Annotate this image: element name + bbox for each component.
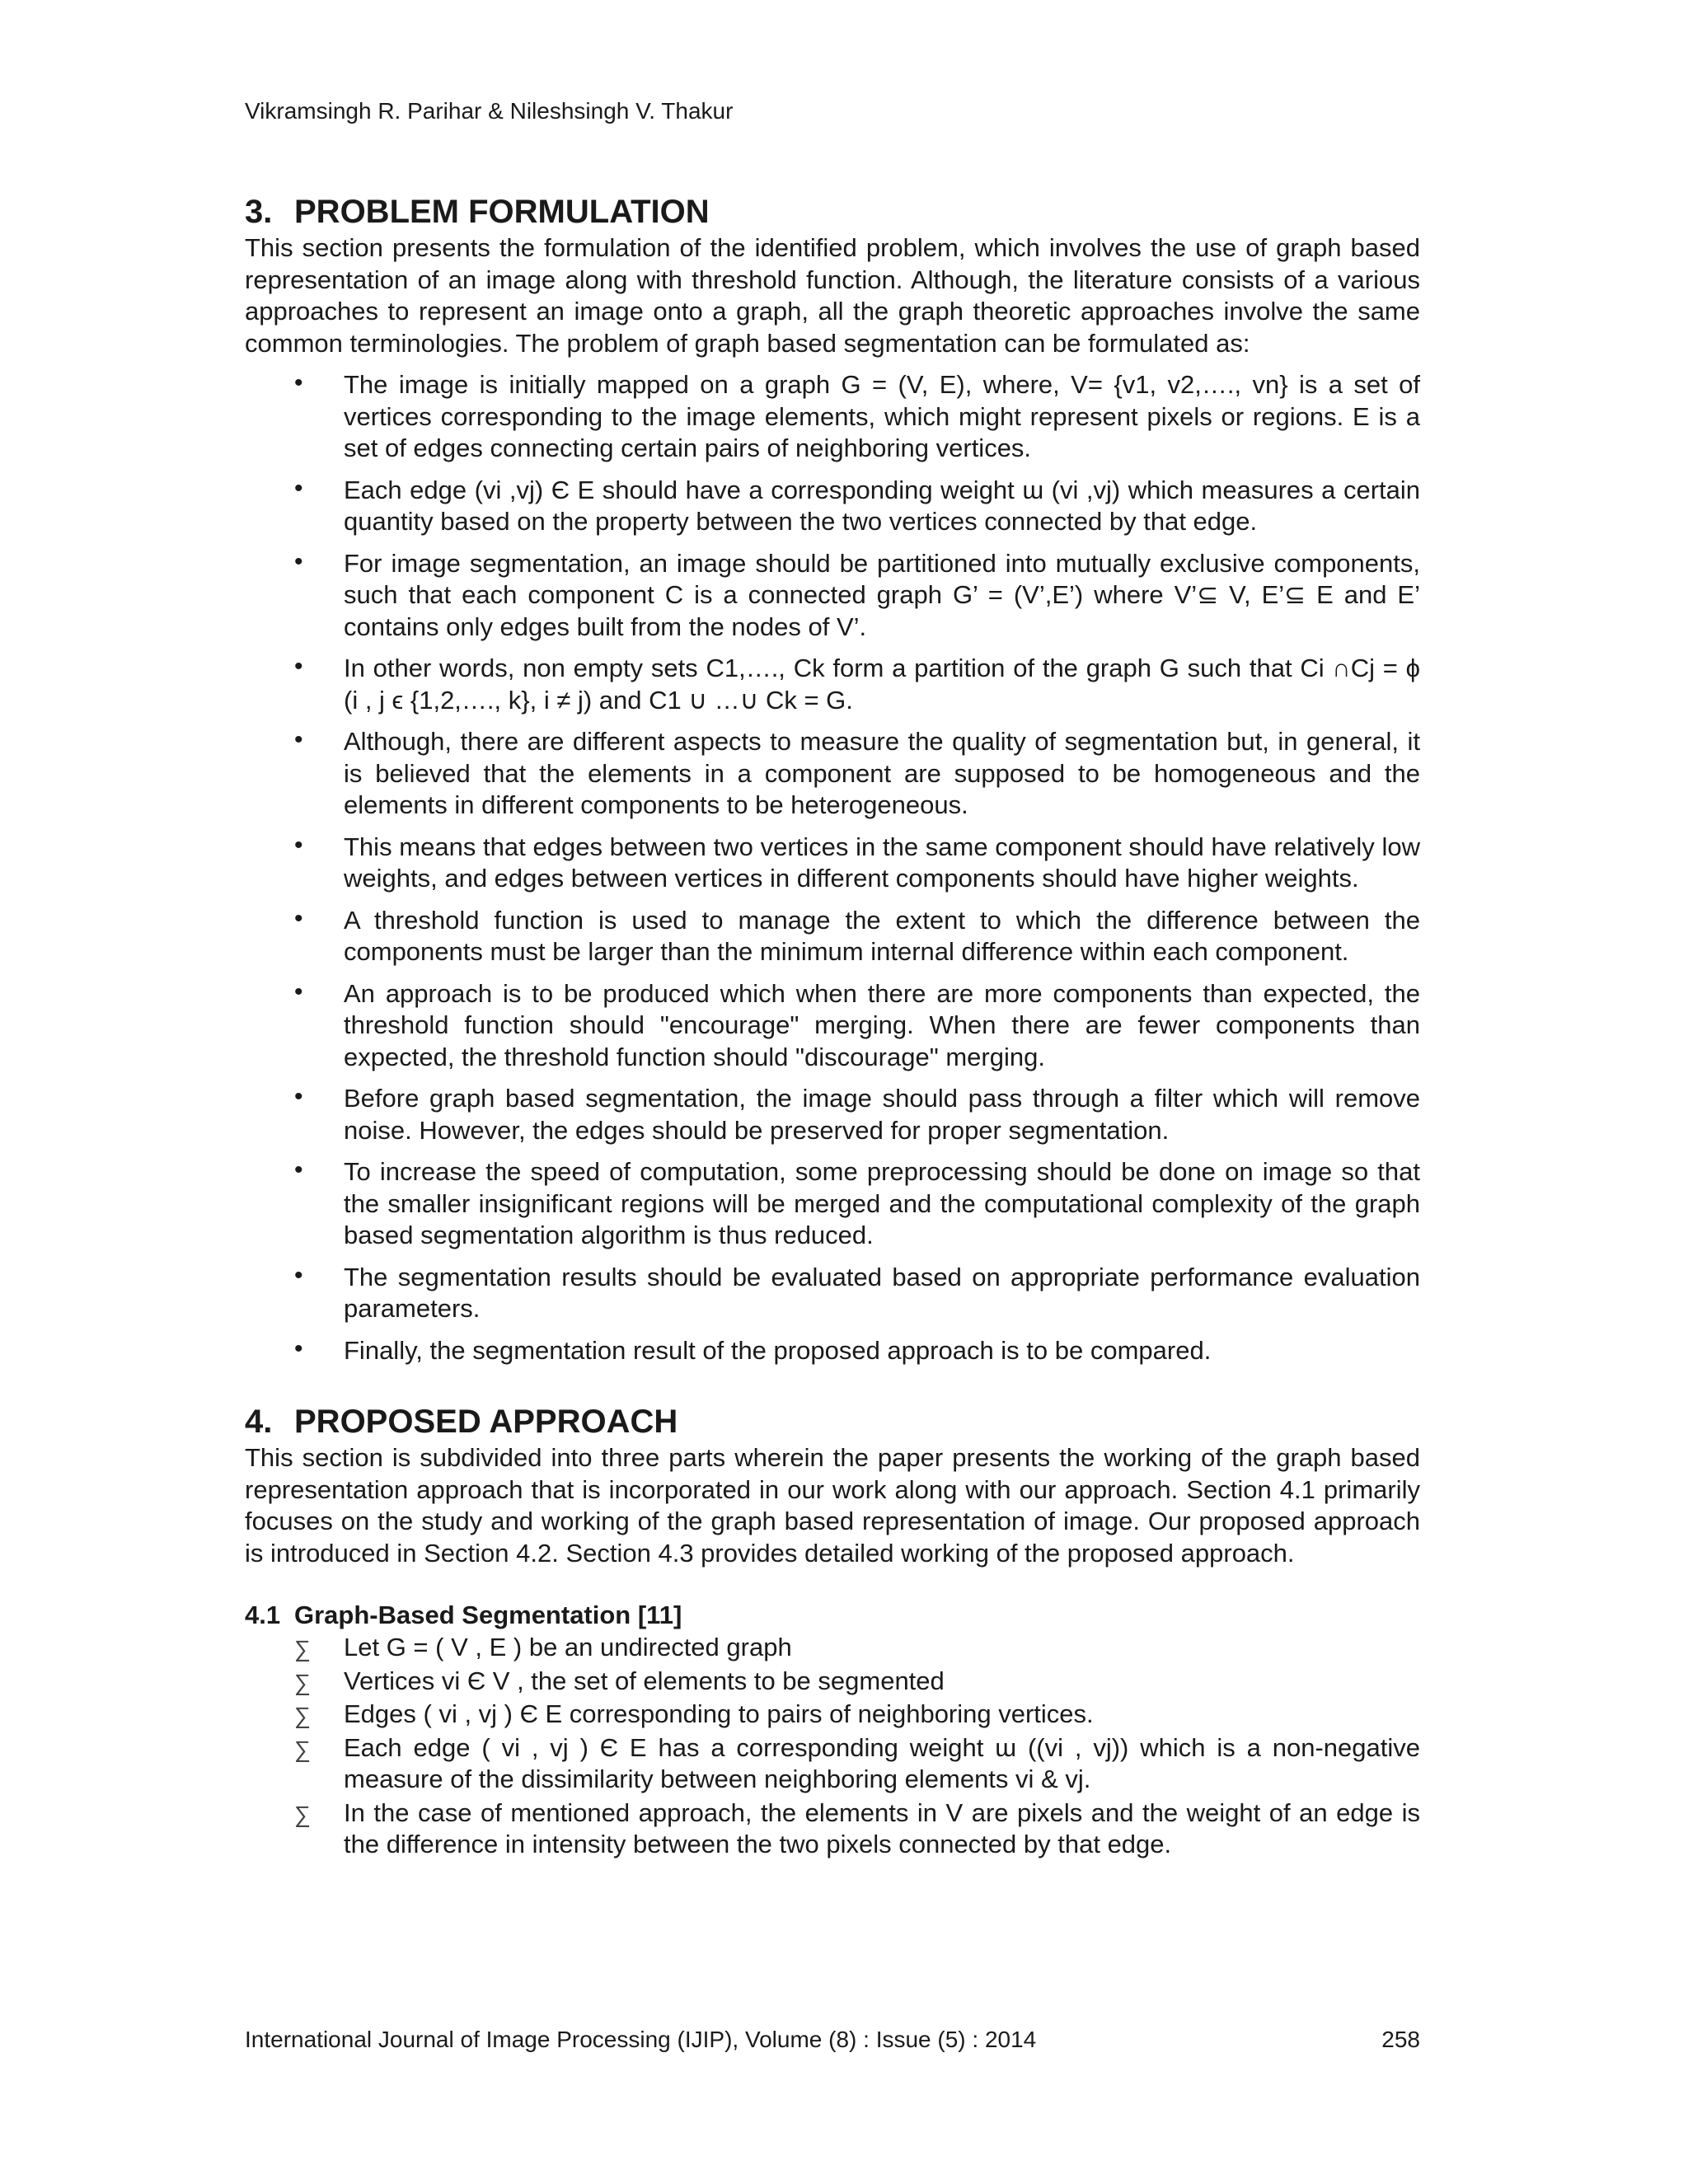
bullet-marker-icon: ∑: [294, 1736, 311, 1762]
bullet-marker-icon: ∑: [294, 1636, 311, 1661]
list-item-text: Before graph based segmentation, the image should pass through a filter which will remove noise. However, the edges should be preserved for proper segmentation.: [344, 1084, 1420, 1145]
subsection-4-1-heading: [245, 1599, 1420, 1632]
bullet-marker-icon: •: [294, 474, 303, 502]
list-item-text: The segmentation results should be evaluated based on appropriate performance evaluation parameters.: [344, 1262, 1420, 1323]
bullet-item: [245, 369, 1420, 465]
sum-list-item: [245, 1732, 1420, 1796]
sum-list-item: [245, 1632, 1420, 1664]
bullet-item: [245, 653, 1420, 716]
list-item-text: For image segmentation, an image should be partitioned into mutually exclusive components, such that each component C is a connected graph G’ = (V’,E’) where V’⊆ V, E’⊆ E and E’ contains only edges built from the nodes of V’.: [344, 548, 1420, 641]
sum-list-item: [245, 1666, 1420, 1698]
bullet-marker-icon: •: [294, 1156, 303, 1183]
footer-journal: International Journal of Image Processing (IJIP), Volume (8) : Issue (5) : 2014: [245, 2027, 1037, 2052]
list-item-text: Finally, the segmentation result of the proposed approach is to be compared.: [344, 1335, 1212, 1365]
bullet-item: [245, 1335, 1420, 1367]
bullet-marker-icon: ∑: [294, 1703, 311, 1728]
list-item-text: The image is initially mapped on a graph G = (V, E), where, V= {v1, v2,…., vn} is a set of vertices corresponding to the image elements, which might represent pixels or regions. E is a set of edges connecting certain pairs of neighboring vertices.: [344, 370, 1420, 462]
bullet-item: [245, 1262, 1420, 1325]
list-item-text: In other words, non empty sets C1,…., Ck form a partition of the graph G such that Ci ∩Cj = ϕ (i , j ϵ {1,2,…., k}, i ≠ j) and C1 ∪ …∪ Ck = G.: [344, 654, 1420, 715]
section-3-bullet-list: [245, 369, 1420, 1366]
subsection-4-1-list: [245, 1632, 1420, 1861]
bullet-item: [245, 978, 1420, 1074]
bullet-marker-icon: •: [294, 904, 303, 932]
list-item-text: Although, there are different aspects to measure the quality of segmentation but, in general, it is believed that the elements in a component are supposed to be homogeneous and the elements in different components to be heterogeneous.: [344, 727, 1420, 819]
list-item-text: Each edge (vi ,vj) Є E should have a corresponding weight ɯ (vi ,vj) which measures a certain quantity based on the property between the two vertices connected by that edge.: [344, 475, 1420, 536]
section-3-intro: This section presents the formulation of the identified problem, which involves the use of graph based representation of an image along with threshold function. Although, the literature consists of a various approaches to represent an image onto a graph, all the graph theoretic approaches involve the same common terminologies. The problem of graph based segmentation can be formulated as:: [245, 233, 1420, 358]
page-body: [245, 191, 1420, 1863]
bullet-item: [245, 548, 1420, 644]
bullet-marker-icon: •: [294, 1334, 303, 1362]
running-header: Vikramsingh R. Parihar & Nileshsingh V. Thakur: [245, 98, 734, 124]
list-item-text: This means that edges between two vertices in the same component should have relatively low weights, and edges between vertices in different components should have higher weights.: [344, 832, 1420, 893]
section-title: PROPOSED APPROACH: [294, 1404, 678, 1440]
sum-list-item: [245, 1699, 1420, 1731]
bullet-marker-icon: •: [294, 653, 303, 680]
bullet-marker-icon: •: [294, 547, 303, 575]
bullet-marker-icon: •: [294, 977, 303, 1005]
list-item-text: Edges ( vi , vj ) Є E corresponding to pairs of neighboring vertices.: [344, 1699, 1094, 1728]
list-item-text: In the case of mentioned approach, the elements in V are pixels and the weight of an edge is the difference in intensity between the two pixels connected by that edge.: [344, 1797, 1420, 1858]
bullet-marker-icon: •: [294, 369, 303, 396]
bullet-marker-icon: •: [294, 726, 303, 753]
section-4-intro: This section is subdivided into three parts wherein the paper presents the working of the graph based representation approach that is incorporated in our work along with our approach. Section 4.1 primarily focuses on the study and working of the graph based representation of image. Our proposed approach is introduced in Section 4.2. Section 4.3 provides detailed working of the proposed approach.: [245, 1443, 1420, 1568]
subsection-title: Graph-Based Segmentation [11]: [294, 1601, 682, 1629]
bullet-item: [245, 1156, 1420, 1252]
section-number: 4.: [245, 1404, 273, 1440]
bullet-marker-icon: ∑: [294, 1669, 311, 1695]
bullet-marker-icon: ∑: [294, 1801, 311, 1827]
bullet-item: [245, 475, 1420, 538]
subsection-number: 4.1: [245, 1601, 281, 1629]
list-item-text: Vertices vi Є V , the set of elements to be segmented: [344, 1666, 945, 1695]
section-title: PROBLEM FORMULATION: [294, 194, 710, 230]
list-item-text: Each edge ( vi , vj ) Є E has a corresponding weight ɯ ((vi , vj)) which is a non-negative measure of the dissimilarity between neighboring elements vi & vj.: [344, 1732, 1420, 1793]
bullet-item: [245, 1083, 1420, 1146]
bullet-item: [245, 726, 1420, 822]
section-3-heading: [245, 191, 1420, 232]
bullet-marker-icon: •: [294, 1261, 303, 1289]
section-4-heading: [245, 1401, 1420, 1442]
list-item-text: To increase the speed of computation, some preprocessing should be done on image so that the smaller insignificant regions will be merged and the computational complexity of the graph based segmentation algorithm is thus reduced.: [344, 1157, 1420, 1249]
bullet-marker-icon: •: [294, 1083, 303, 1110]
sum-list-item: [245, 1797, 1420, 1861]
list-item-text: A threshold function is used to manage the extent to which the difference between the components must be larger than the minimum internal difference within each component.: [344, 905, 1420, 966]
list-item-text: Let G = ( V , E ) be an undirected graph: [344, 1633, 792, 1661]
bullet-item: [245, 832, 1420, 895]
footer-page-number: 258: [1381, 2027, 1420, 2052]
list-item-text: An approach is to be produced which when there are more components than expected, the threshold function should "encourage" merging. When there are fewer components than expected, the threshold function should "discourage" merging.: [344, 978, 1420, 1071]
bullet-marker-icon: •: [294, 831, 303, 859]
bullet-item: [245, 905, 1420, 968]
section-number: 3.: [245, 194, 273, 230]
